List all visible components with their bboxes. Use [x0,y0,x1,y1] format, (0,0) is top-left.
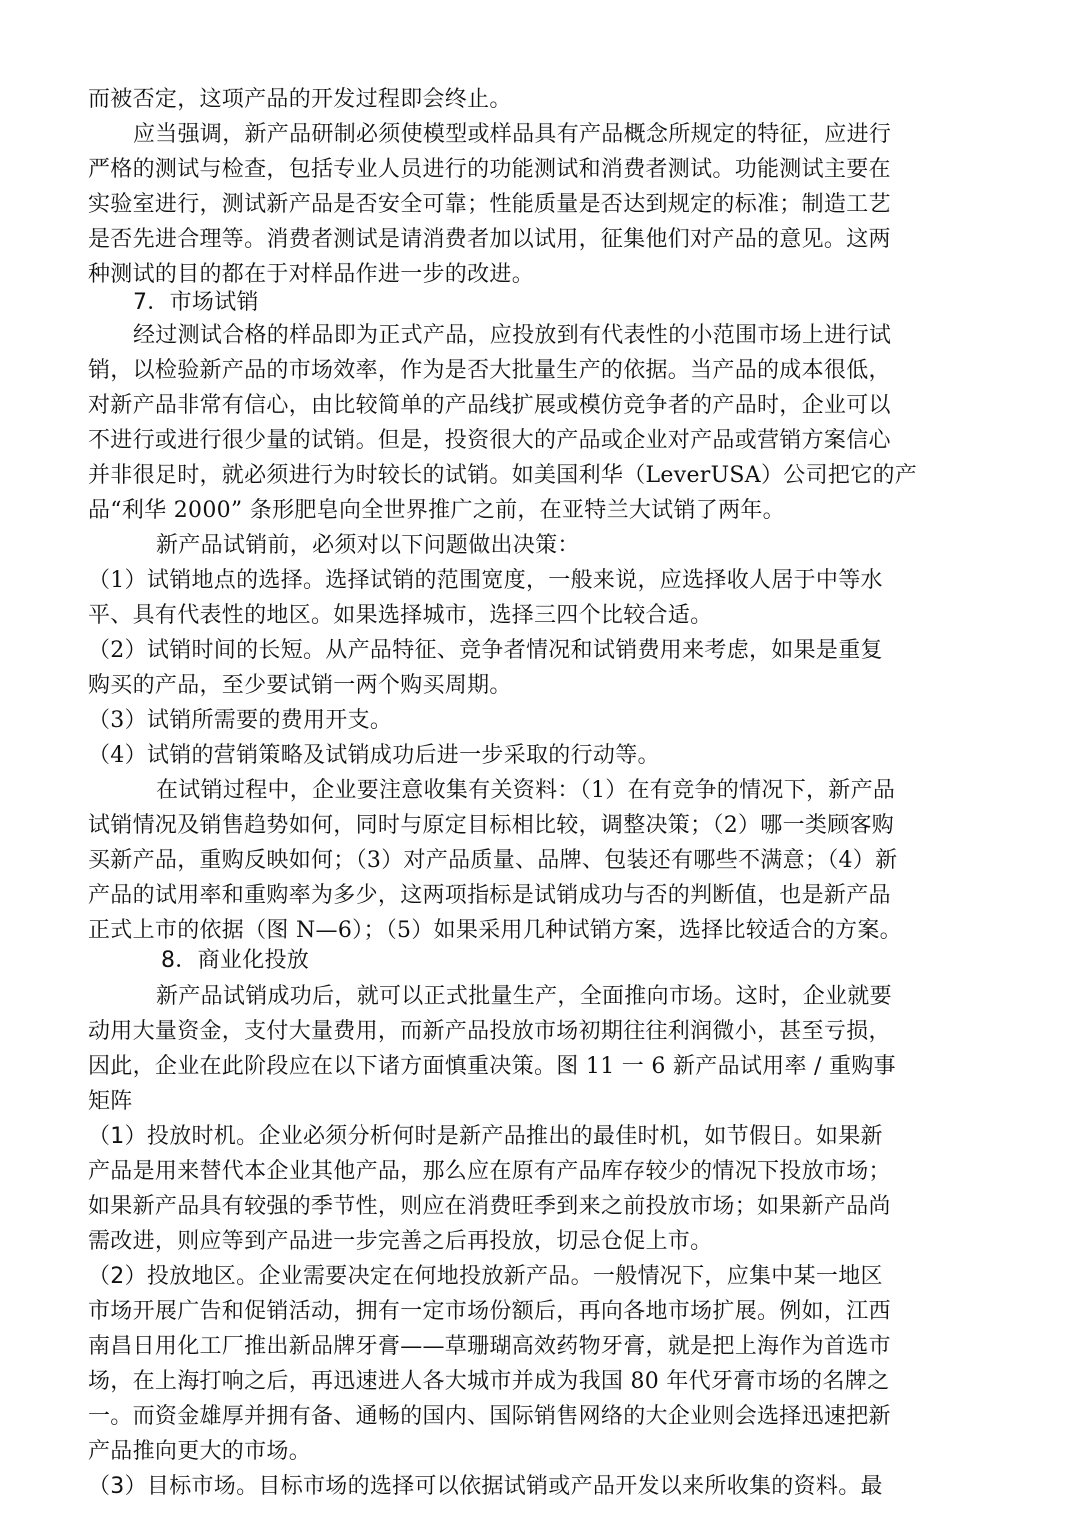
text-line: 产品是用来替代本企业其他产品，那么应在原有产品库存较少的情况下投放市场； [88,1159,891,1184]
text-line: 对新产品非常有信心，由比较简单的产品线扩展或模仿竞争者的产品时，企业可以 [88,393,891,418]
list-item: （1）试销地点的选择。选择试销的范围宽度，一般来说，应选择收人居于中等水 [88,568,883,593]
text-line: 买新产品，重购反映如何；（3）对产品质量、品牌、包装还有哪些不满意；（4）新 [88,848,898,873]
text-line: 场，在上海打响之后，再迅速进人各大城市并成为我国 80 年代牙膏市场的名牌之 [88,1369,890,1394]
text-line: 一。而资金雄厚并拥有备、通畅的国内、国际销售网络的大企业则会选择迅速把新 [88,1404,891,1429]
list-item: （2）投放地区。企业需要决定在何地投放新产品。一般情况下，应集中某一地区 [88,1264,883,1289]
text-line: 实验室进行，测试新产品是否安全可靠；性能质量是否达到规定的标准；制造工艺 [88,192,891,217]
list-item: （2）试销时间的长短。从产品特征、竞争者情况和试销费用来考虑，如果是重复 [88,638,883,663]
section-heading-7: 7．市场试销 [133,290,259,315]
text-line: 如果新产品具有较强的季节性，则应在消费旺季到来之前投放市场；如果新产品尚 [88,1194,891,1219]
text-line: 市场开展广告和促销活动，拥有一定市场份额后，再向各地市场扩展。例如，江西 [88,1299,891,1324]
text-line: 购买的产品，至少要试销一两个购买周期。 [88,673,512,698]
paragraph-start: 新产品试销成功后，就可以正式批量生产，全面推向市场。这时，企业就要 [156,984,892,1009]
text-line: 矩阵 [88,1089,133,1114]
text-line: 正式上市的依据（图 N—6）；（5）如果采用几种试销方案，选择比较适合的方案。 [88,918,902,943]
text-line: 不进行或进行很少量的试销。但是，投资很大的产品或企业对产品或营销方案信心 [88,428,891,453]
text-line: 南昌日用化工厂推出新品牌牙膏——草珊瑚高效药物牙膏，就是把上海作为首选市 [88,1334,891,1359]
text-line: 平、具有代表性的地区。如果选择城市，选择三四个比较合适。 [88,603,713,628]
list-item: （4）试销的营销策略及试销成功后进一步采取的行动等。 [88,743,660,768]
text-line: 产品推向更大的市场。 [88,1439,312,1464]
paragraph-start: 应当强调，新产品研制必须使模型或样品具有产品概念所规定的特征，应进行 [133,122,892,147]
list-item: （3）目标市场。目标市场的选择可以依据试销或产品开发以来所收集的资料。最 [88,1474,883,1499]
text-line: 销，以检验新产品的市场效率，作为是否大批量生产的依据。当产品的成本很低， [88,358,891,383]
text-line: 而被否定，这项产品的开发过程即会终止。 [88,87,512,112]
list-item: （3）试销所需要的费用开支。 [88,708,393,733]
text-line: 种测试的目的都在于对样品作进一步的改进。 [88,262,535,287]
text-line: 试销情况及销售趋势如何，同时与原定目标相比较，调整决策；（2）哪一类顾客购 [88,813,895,838]
text-line: 动用大量资金，支付大量费用，而新产品投放市场初期往往利润微小，甚至亏损， [88,1019,891,1044]
text-line: 并非很足时，就必须进行为时较长的试销。如美国利华（LeverUSA）公司把它的产 [88,463,918,488]
text-line: 品“利华 2000” 条形肥皂向全世界推广之前，在亚特兰大试销了两年。 [88,498,785,523]
text-line: 严格的测试与检查，包括专业人员进行的功能测试和消费者测试。功能测试主要在 [88,157,891,182]
paragraph-start: 新产品试销前，必须对以下问题做出决策： [156,533,580,558]
text-line: 因此，企业在此阶段应在以下诸方面慎重决策。图 11 一 6 新产品试用率 / 重购事 [88,1054,896,1079]
paragraph-start: 经过测试合格的样品即为正式产品，应投放到有代表性的小范围市场上进行试 [133,323,892,348]
section-heading-8: 8．商业化投放 [161,948,310,973]
list-item: （1）投放时机。企业必须分析何时是新产品推出的最佳时机，如节假日。如果新 [88,1124,883,1149]
text-line: 产品的试用率和重购率为多少，这两项指标是试销成功与否的判断值，也是新产品 [88,883,891,908]
text-line: 是否先进合理等。消费者测试是请消费者加以试用，征集他们对产品的意见。这两 [88,227,891,252]
paragraph-start: 在试销过程中，企业要注意收集有关资料：（1）在有竞争的情况下，新产品 [156,778,896,803]
text-line: 需改进，则应等到产品进一步完善之后再投放，切忌仓促上市。 [88,1229,713,1254]
